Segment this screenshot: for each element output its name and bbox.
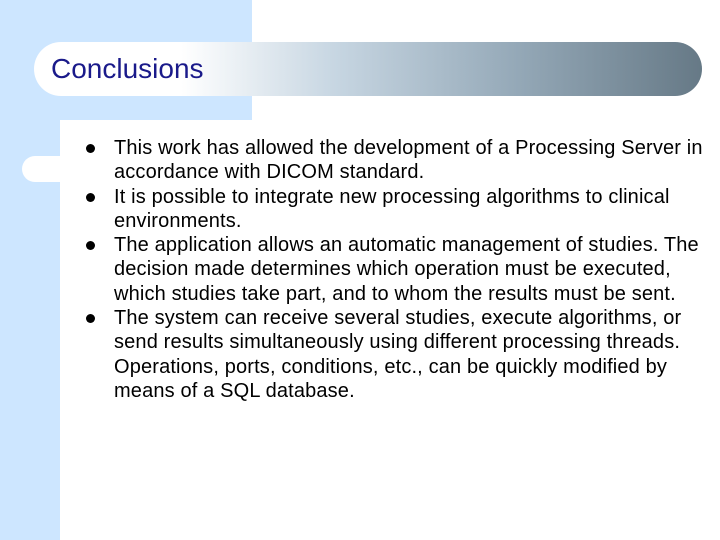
slide-title: Conclusions: [51, 53, 204, 84]
bullet-dot-icon: [86, 144, 95, 153]
bullet-dot-icon: [86, 193, 95, 202]
bullet-text: The system can receive several studies, execute algorithms, or send results simultaneously using different processing threads. Operations, ports, conditions, etc., can be quickly modified by means of a SQL database.: [114, 307, 682, 402]
bullet-list: [86, 136, 706, 403]
bullet-dot-icon: [86, 241, 95, 250]
bullet-text: It is possible to integrate new processing algorithms to clinical environments.: [114, 185, 670, 232]
bullet-item: [86, 136, 706, 185]
bullet-text: This work has allowed the development of a Processing Server in accordance with DICOM standard.: [114, 137, 703, 184]
bullet-dot-icon: [86, 314, 95, 323]
bullet-item: [86, 185, 706, 234]
bullet-item: [86, 306, 706, 403]
bullet-item: [86, 233, 706, 306]
bullet-text: The application allows an automatic management of studies. The decision made determines which operation must be executed, which studies take part, and to whom the results must be sent.: [114, 234, 699, 305]
